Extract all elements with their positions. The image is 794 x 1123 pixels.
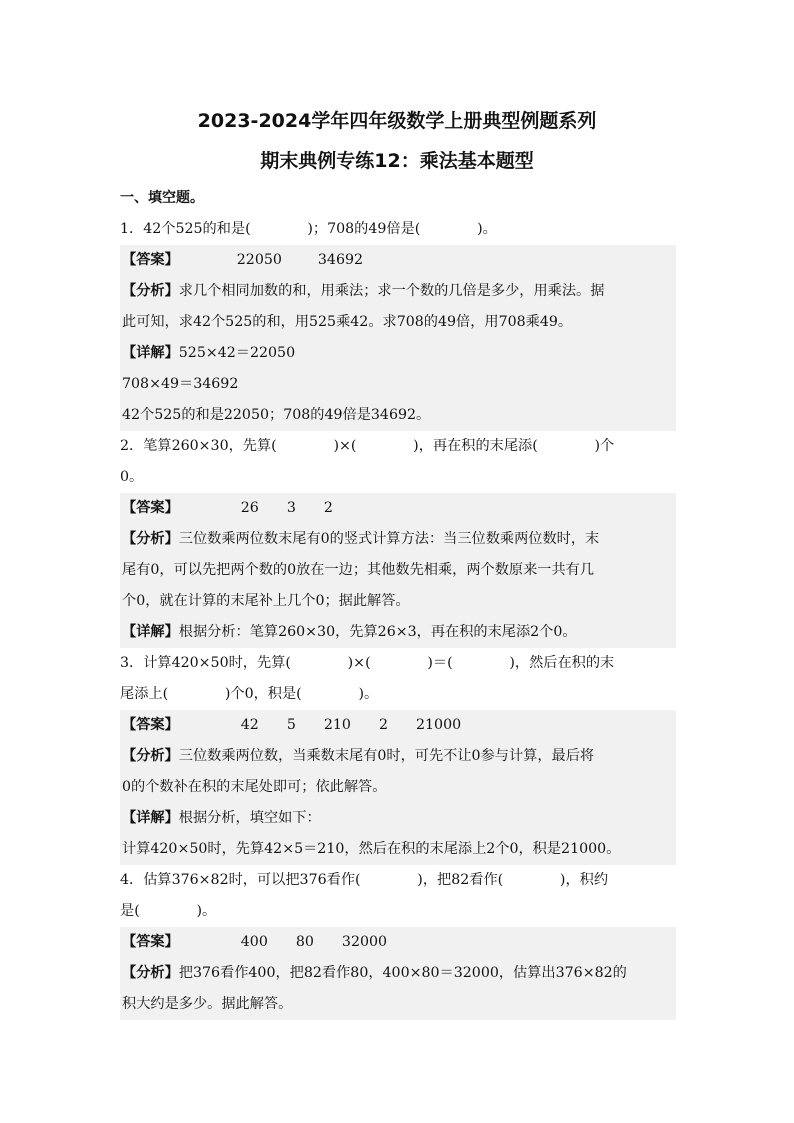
question-2-line-1: 2．笔算260×30，先算( )×( )，再在积的末尾添( )个 [120, 438, 615, 454]
q1-analysis [120, 276, 676, 338]
q3-answer-5: 21000 [415, 717, 462, 733]
answer-label: 【答案】 [122, 934, 179, 950]
q4-answer-3: 32000 [341, 934, 388, 950]
q1-answer-1: 22050 [236, 252, 282, 268]
question-3-line-2: 尾添上( )个0，积是( )。 [120, 686, 379, 702]
q1-analysis-line-1: 求几个相同加数的和，用乘法；求一个数的几倍是多少，用乘法。据 [178, 283, 605, 299]
q1-detail-line-2: 708×49＝34692 [122, 376, 239, 392]
q2-answer-1: 26 [240, 500, 259, 516]
section-heading: 一、填空题。 [120, 190, 204, 206]
q4-answer-1: 400 [240, 934, 268, 950]
answer-label: 【答案】 [122, 500, 179, 516]
content [120, 183, 676, 1020]
q2-detail [120, 617, 676, 648]
q4-answer-2: 80 [295, 934, 314, 950]
q2-answer [120, 493, 676, 524]
q3-analysis [120, 741, 676, 803]
q3-answer-1: 42 [240, 717, 259, 733]
q3-analysis-line-1: 三位数乘两位数，当乘数末尾有0时，可先不让0参与计算，最后将 [178, 748, 595, 764]
q1-answer-2: 34692 [317, 252, 364, 268]
analysis-label: 【分析】 [122, 531, 179, 547]
q3-analysis-line-2: 0的个数补在积的末尾处即可；依此解答。 [122, 779, 387, 795]
q3-detail-line-2: 计算420×50时，先算42×5＝210，然后在积的末尾添上2个0，积是21000。 [122, 841, 621, 857]
q2-answer-3: 2 [323, 500, 333, 516]
analysis-label: 【分析】 [122, 748, 179, 764]
q2-detail-line-1: 根据分析：笔算260×30，先算26×3，再在积的末尾添2个0。 [178, 624, 577, 640]
q4-analysis [120, 958, 676, 1020]
detail-label: 【详解】 [122, 345, 179, 361]
q3-answer-2: 5 [286, 717, 296, 733]
detail-label: 【详解】 [122, 810, 179, 826]
q4-analysis-line-1: 把376看作400，把82看作80，400×80＝32000，估算出376×82的 [178, 965, 627, 981]
q2-analysis-line-3: 个0，就在计算的末尾补上几个0；据此解答。 [122, 593, 410, 609]
question-3-line-1: 3．计算420×50时，先算( )×( )＝( )，然后在积的末 [120, 655, 615, 671]
q1-analysis-line-2: 此可知，求42个525的和，用525乘42。求708的49倍，用708乘49。 [122, 314, 573, 330]
q1-answer [120, 245, 676, 276]
q2-analysis-line-1: 三位数乘两位数末尾有0的竖式计算方法：当三位数乘两位数时，末 [178, 531, 600, 547]
q2-analysis [120, 524, 676, 617]
q1-detail [120, 338, 676, 431]
q3-answer [120, 710, 676, 741]
document-title: 2023-2024学年四年级数学上册典型例题系列 [197, 110, 597, 132]
question-4-line-2: 是( )。 [120, 903, 217, 919]
analysis-label: 【分析】 [122, 283, 179, 299]
question-2-line-2: 0。 [120, 469, 144, 485]
q3-answer-3: 210 [323, 717, 351, 733]
q4-analysis-line-2: 积大约是多少。据此解答。 [122, 996, 293, 1012]
detail-label: 【详解】 [122, 624, 179, 640]
document-subtitle: 期末典例专练12：乘法基本题型 [260, 150, 534, 172]
q3-detail [120, 803, 676, 865]
question-4-line-1: 4．估算376×82时，可以把376看作( )，把82看作( )，积约 [120, 872, 609, 888]
answer-label: 【答案】 [122, 717, 179, 733]
analysis-label: 【分析】 [122, 965, 179, 981]
q1-detail-line-1: 525×42＝22050 [178, 345, 296, 361]
q3-answer-4: 2 [378, 717, 388, 733]
q4-answer [120, 927, 676, 958]
q2-answer-2: 3 [286, 500, 296, 516]
q2-analysis-line-2: 尾有0，可以先把两个数的0放在一边；其他数先相乘，两个数原来一共有几 [122, 562, 595, 578]
q3-detail-line-1: 根据分析，填空如下： [178, 810, 321, 826]
q1-detail-line-3: 42个525的和是22050；708的49倍是34692。 [122, 407, 431, 423]
question-1: 1．42个525的和是( )；708的49倍是( )。 [120, 221, 497, 237]
answer-label: 【答案】 [122, 252, 179, 268]
